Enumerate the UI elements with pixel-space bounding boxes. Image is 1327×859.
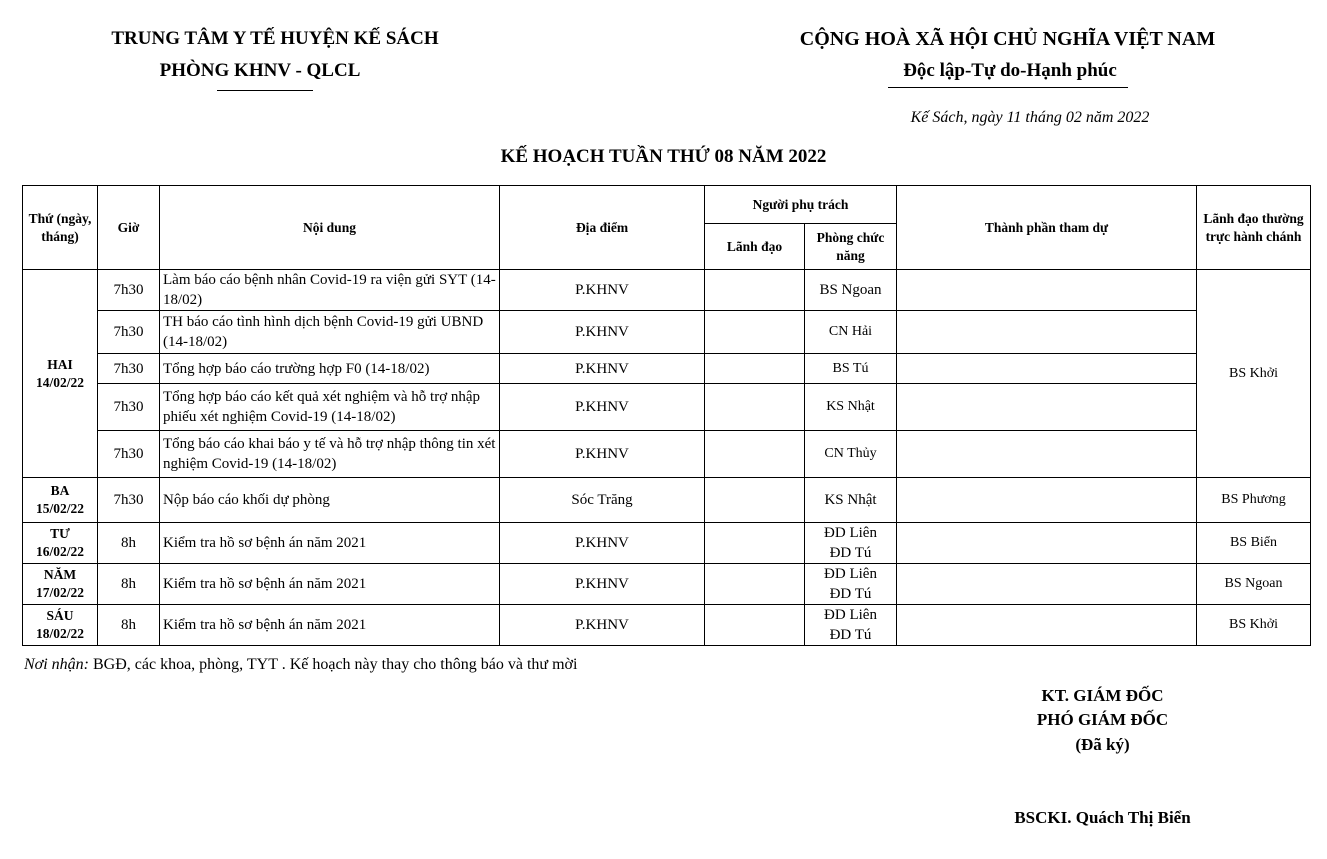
admin-leader-cell: BS Phương bbox=[1197, 478, 1311, 523]
content-cell: Tổng hợp báo cáo trường hợp F0 (14-18/02) bbox=[160, 354, 500, 384]
location-cell: P.KHNV bbox=[500, 605, 705, 646]
location-cell: P.KHNV bbox=[500, 354, 705, 384]
department-line: ĐD Liên bbox=[824, 607, 877, 623]
recipients-text: BGĐ, các khoa, phòng, TYT . Kế hoạch này thay cho thông báo và thư mời bbox=[88, 656, 578, 673]
day-date: 15/02/22 bbox=[35, 501, 84, 516]
participants-cell bbox=[897, 354, 1197, 384]
department-cell: BS Tú bbox=[805, 354, 897, 384]
document-date: Kế Sách, ngày 11 tháng 02 năm 2022 bbox=[910, 109, 1150, 126]
participants-cell bbox=[897, 478, 1197, 523]
table-row bbox=[23, 311, 1311, 354]
leader-cell bbox=[705, 478, 805, 523]
national-motto: Độc lập-Tự do-Hạnh phúc bbox=[903, 60, 1117, 81]
signature-subtitle: PHÓ GIÁM ĐỐC bbox=[1036, 710, 1169, 729]
signature-title: KT. GIÁM ĐỐC bbox=[1041, 686, 1164, 705]
divider bbox=[217, 90, 313, 91]
header-location: Địa điểm bbox=[500, 186, 705, 270]
weekly-plan-table bbox=[22, 185, 1311, 646]
department-line: ĐD Tú bbox=[829, 545, 872, 561]
participants-cell bbox=[897, 605, 1197, 646]
day-name: NĂM bbox=[43, 567, 77, 582]
department-line: ĐD Liên bbox=[824, 566, 877, 582]
table-row bbox=[23, 478, 1311, 523]
day-date: 16/02/22 bbox=[35, 544, 84, 559]
department-cell: CN Thủy bbox=[805, 431, 897, 478]
table-row bbox=[23, 270, 1311, 311]
department-line: ĐD Liên bbox=[824, 525, 877, 541]
admin-leader-cell: BS Khởi bbox=[1197, 605, 1311, 646]
content-cell: Nộp báo cáo khối dự phòng bbox=[160, 478, 500, 523]
time-cell: 7h30 bbox=[98, 478, 160, 523]
day-name: BA bbox=[50, 483, 70, 498]
table-row bbox=[23, 384, 1311, 431]
day-cell bbox=[23, 605, 98, 646]
header-day: Thứ (ngày, tháng) bbox=[23, 186, 98, 270]
content-cell: Kiểm tra hồ sơ bệnh án năm 2021 bbox=[160, 605, 500, 646]
header-person-in-charge: Người phụ trách bbox=[705, 186, 897, 224]
time-cell: 7h30 bbox=[98, 431, 160, 478]
content-cell: Tổng báo cáo khai báo y tế và hỗ trợ nhập thông tin xét nghiệm Covid-19 (14-18/02) bbox=[160, 431, 500, 478]
admin-leader-cell: BS Khởi bbox=[1197, 270, 1311, 478]
table-row bbox=[23, 523, 1311, 564]
day-date: 17/02/22 bbox=[35, 585, 84, 600]
content-cell: Làm báo cáo bệnh nhân Covid-19 ra viện gửi SYT (14-18/02) bbox=[160, 270, 500, 311]
leader-cell bbox=[705, 354, 805, 384]
content-cell: Kiểm tra hồ sơ bệnh án năm 2021 bbox=[160, 564, 500, 605]
leader-cell bbox=[705, 431, 805, 478]
leader-cell bbox=[705, 311, 805, 354]
document-title: KẾ HOẠCH TUẦN THỨ 08 NĂM 2022 bbox=[500, 146, 827, 167]
header-department: Phòng chức năng bbox=[805, 224, 897, 270]
content-cell: Tổng hợp báo cáo kết quả xét nghiệm và hỗ trợ nhập phiếu xét nghiệm Covid-19 (14-18/02) bbox=[160, 384, 500, 431]
department-name: PHÒNG KHNV - QLCL bbox=[159, 60, 361, 81]
time-cell: 7h30 bbox=[98, 354, 160, 384]
department-cell bbox=[805, 564, 897, 605]
leader-cell bbox=[705, 384, 805, 431]
time-cell: 8h bbox=[98, 564, 160, 605]
leader-cell bbox=[705, 270, 805, 311]
table-row bbox=[23, 564, 1311, 605]
header-content: Nội dung bbox=[160, 186, 500, 270]
location-cell: P.KHNV bbox=[500, 523, 705, 564]
admin-leader-cell: BS Ngoan bbox=[1197, 564, 1311, 605]
department-cell: KS Nhật bbox=[805, 384, 897, 431]
table-row bbox=[23, 354, 1311, 384]
department-cell bbox=[805, 605, 897, 646]
recipients-label: Nơi nhận: bbox=[24, 656, 89, 673]
participants-cell bbox=[897, 523, 1197, 564]
header-admin-leader: Lãnh đạo thường trực hành chánh bbox=[1197, 186, 1311, 270]
day-name: SÁU bbox=[46, 608, 74, 623]
day-date: 18/02/22 bbox=[35, 626, 84, 641]
header-leader: Lãnh đạo bbox=[705, 224, 805, 270]
day-cell bbox=[23, 564, 98, 605]
header-participants: Thành phần tham dự bbox=[897, 186, 1197, 270]
time-cell: 7h30 bbox=[98, 311, 160, 354]
day-name: TƯ bbox=[50, 526, 70, 541]
participants-cell bbox=[897, 311, 1197, 354]
participants-cell bbox=[897, 431, 1197, 478]
day-cell bbox=[23, 270, 98, 478]
time-cell: 8h bbox=[98, 605, 160, 646]
signature-status: (Đã ký) bbox=[1075, 735, 1130, 754]
day-name: HAI bbox=[47, 356, 73, 372]
location-cell: P.KHNV bbox=[500, 270, 705, 311]
admin-leader-cell: BS Biển bbox=[1197, 523, 1311, 564]
department-cell: KS Nhật bbox=[805, 478, 897, 523]
national-title: CỘNG HOÀ XÃ HỘI CHỦ NGHĨA VIỆT NAM bbox=[799, 28, 1216, 50]
content-cell: Kiểm tra hồ sơ bệnh án năm 2021 bbox=[160, 523, 500, 564]
location-cell: P.KHNV bbox=[500, 384, 705, 431]
leader-cell bbox=[705, 564, 805, 605]
time-cell: 7h30 bbox=[98, 384, 160, 431]
location-cell: Sóc Trăng bbox=[500, 478, 705, 523]
time-cell: 7h30 bbox=[98, 270, 160, 311]
content-cell: TH báo cáo tình hình dịch bệnh Covid-19 gửi UBND (14-18/02) bbox=[160, 311, 500, 354]
table-row bbox=[23, 605, 1311, 646]
location-cell: P.KHNV bbox=[500, 431, 705, 478]
divider bbox=[888, 87, 1128, 88]
department-line: ĐD Tú bbox=[829, 586, 872, 602]
table-row bbox=[23, 431, 1311, 478]
participants-cell bbox=[897, 564, 1197, 605]
day-cell bbox=[23, 478, 98, 523]
day-date: 14/02/22 bbox=[35, 374, 84, 390]
department-cell bbox=[805, 523, 897, 564]
location-cell: P.KHNV bbox=[500, 311, 705, 354]
leader-cell bbox=[705, 605, 805, 646]
location-cell: P.KHNV bbox=[500, 564, 705, 605]
leader-cell bbox=[705, 523, 805, 564]
organization-name: TRUNG TÂM Y TẾ HUYỆN KẾ SÁCH bbox=[111, 28, 439, 49]
recipients-note bbox=[24, 656, 577, 674]
department-cell: BS Ngoan bbox=[805, 270, 897, 311]
time-cell: 8h bbox=[98, 523, 160, 564]
participants-cell bbox=[897, 270, 1197, 311]
day-cell bbox=[23, 523, 98, 564]
header-time: Giờ bbox=[98, 186, 160, 270]
department-cell: CN Hải bbox=[805, 311, 897, 354]
signer-name: BSCKI. Quách Thị Biển bbox=[1014, 808, 1191, 827]
participants-cell bbox=[897, 384, 1197, 431]
department-line: ĐD Tú bbox=[829, 627, 872, 643]
